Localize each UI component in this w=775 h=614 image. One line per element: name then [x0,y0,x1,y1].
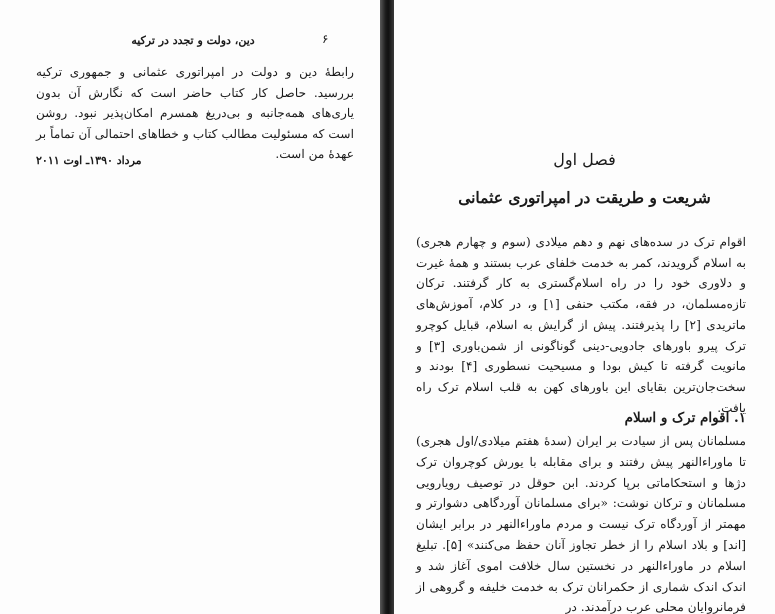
left-page [0,0,380,614]
chapter-title: شریعت و طریقت در امپراتوری عثمانی [458,188,711,207]
running-title: دین، دولت و تجدد در ترکیه [131,34,255,47]
section-paragraph-block [416,431,746,614]
preface-date: مرداد ۱۳۹۰ـ اوت ۲۰۱۱ [36,154,142,167]
preface-paragraph: رابطهٔ دین و دولت در امپراتوری عثمانی و جمهوری ترکیه بررسید. حاصل کار کتاب حاضر است که نگارش آن بدون یاری‌های همه‌جانبه و بی‌دریغ همسرم امکان‌پذیر نبود. روشن است که مسئولیت مطالب کتاب و خطاهای احتمالی آن تماماً بر عهدهٔ من است. [36,65,354,161]
preface-paragraph-block [36,62,354,165]
right-page [394,0,775,614]
page-number: ۶ [322,32,329,46]
section-heading: ۱. اقوام ترک و اسلام [624,410,746,426]
book-gutter [380,0,394,614]
intro-paragraph: اقوام ترک در سده‌های نهم و دهم میلادی (سوم و چهارم هجری) به اسلام گرویدند، کمر به خدمت خلفای عرب بستند و همهٔ غیرت و دلاوری خود را در راه اسلام‌گستری به کار گرفتند. ترکان تازه‌مسلمان، در فقه، مکتب حنفی [۱] و، در کلام، آموزش‌های ماتریدی [۲] را پذیرفتند. پیش از گرایش به اسلام، قبایل کوچرو ترک پیرو باورهای جادویی-دینی گوناگونی از شمن‌باوری [۳] و مانویت گرفته تا کیش بودا و مسیحیت نسطوری [۴] بودند و سخت‌جان‌ترین بقایای این باورهای کهن به قلب اسلام ترک راه یافت. [416,235,747,415]
section-paragraph: مسلمانان پس از سیادت بر ایران (سدهٔ هفتم میلادی/اول هجری) تا ماوراءالنهر پیش رفتند و برای مقابله با یورش کوچروان ترک دژها و استحکاماتی برپا کردند. ابن حوقل در توصیف رویارویی مسلمانان و ترکان نوشت: «برای مسلمانان آوردگاهی دشوارتر و مهمتر از آوردگاه ترک نیست و مردم ماوراءالنهر در برابر ایشان [اند] و بلاد اسلام را از خطر تجاوز آنان حفظ می‌کنند» [۵]. تبلیغ اسلام در ماوراءالنهر در نخستین سال خلافت اموی آغاز شد و اندک اندک شماری از حکمرانان ترک به خدمت خلیفه و گروهی از فرمانروایان محلی عرب درآمدند. در [416,434,746,614]
chapter-label: فصل اول [553,150,616,169]
intro-paragraph-block [416,232,746,418]
